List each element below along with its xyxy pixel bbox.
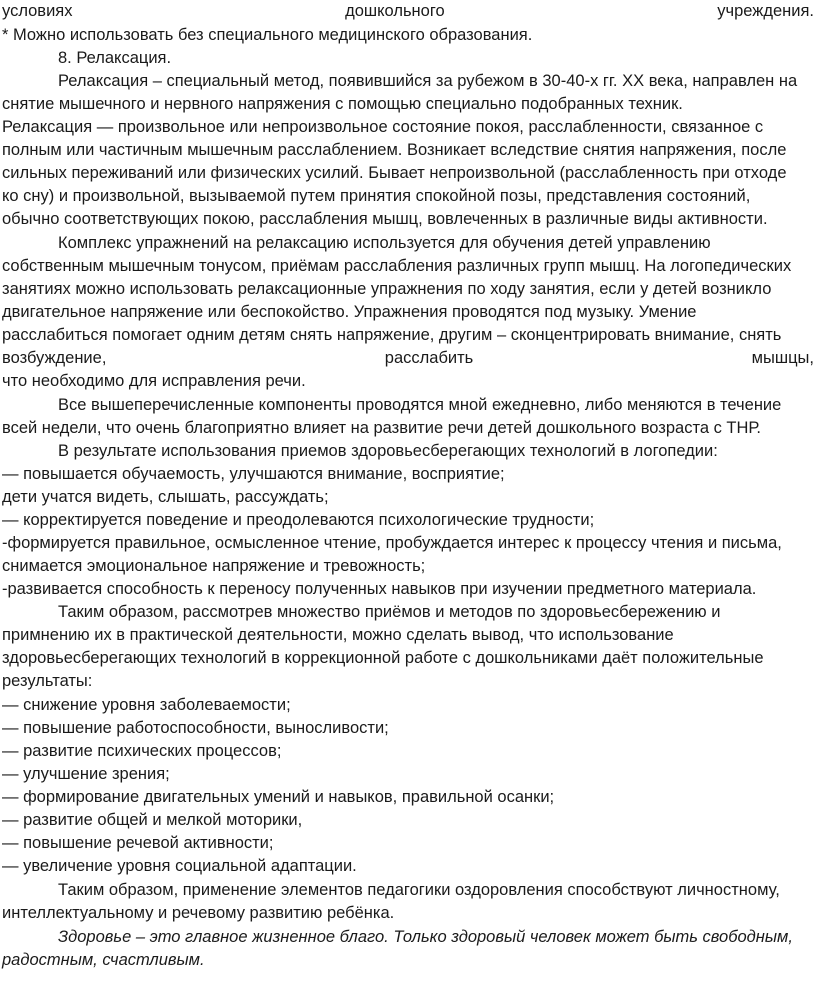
justified-line (2, 0, 814, 23)
text-line: здоровьесберегающих технологий в коррекционной работе с дошкольниками даёт положительные (2, 649, 764, 667)
text-line (2, 902, 816, 925)
highlight-link[interactable]: развитию ребёнка (249, 904, 390, 922)
text-line: результаты: (2, 672, 93, 690)
text-line: обычно соответствующих покою, расслабления мышц, вовлеченных в различные виды активности. (2, 210, 768, 228)
text-line: Таким образом, рассмотрев множество приёмов и методов по здоровьесбережению и (58, 603, 721, 621)
list-item: — увеличение уровня социальной адаптации. (2, 857, 357, 875)
justified-line (2, 347, 814, 370)
list-item: — улучшение зрения; (2, 765, 170, 783)
italic-line: Здоровье – это главное жизненное благо. Только здоровый человек может быть свободным, (58, 928, 793, 946)
text-line: что необходимо для исправления речи. (2, 372, 306, 390)
list-item: дети учатся видеть, слышать, рассуждать; (2, 488, 329, 506)
list-item: — корректируется поведение и преодолеваются психологические трудности; (2, 511, 595, 529)
list-item: — повышение речевой активности; (2, 834, 274, 852)
highlight-link[interactable]: дошкольного возраста (536, 419, 710, 437)
word: дошкольного (345, 2, 445, 20)
list-item: -формируется правильное, осмысленное чтение, пробуждается интерес к процессу чтения и письма, (2, 534, 782, 552)
text-line: Релаксация – специальный метод, появившийся за рубежом в 30-40-х гг. ХХ века, направлен на (58, 72, 798, 90)
text-line: собственным мышечным тонусом, приёмам расслабления различных групп мышц. На логопедических (2, 257, 792, 275)
text-span: с ТНР. (709, 419, 761, 437)
text-line: занятиях можно использовать релаксационные упражнения по ходу занятия, если у детей возникло (2, 280, 772, 298)
list-item: — формирование двигательных умений и навыков, правильной осанки; (2, 788, 555, 806)
text-line: В результате использования приемов здоровьесберегающих технологий в логопедии: (58, 442, 718, 460)
text-span: . (389, 904, 395, 922)
text-line: ко сну) и произвольной, вызываемой путем принятия спокойной позы, представления состояний, (2, 187, 751, 205)
word: учреждения. (717, 2, 814, 20)
text-line: двигательное напряжение или беспокойство. Упражнения проводятся под музыку. Умение (2, 303, 697, 321)
text-line (2, 417, 816, 440)
section-title: 8. Релаксация. (58, 49, 172, 67)
list-item: -развивается способность к переносу полученных навыков при изучении предметного материала. (2, 580, 757, 598)
text-line: полным или частичным мышечным расслаблением. Возникает вследствие снятия напряжения, после (2, 141, 787, 159)
text-line: расслабиться помогает одним детям снять напряжение, другим – сконцентрировать внимание, снять (2, 326, 782, 344)
note-line: * Можно использовать без специального медицинского образования. (2, 26, 533, 44)
italic-line: радостным, счастливым. (2, 951, 205, 969)
list-item: снимается эмоциональное напряжение и тревожность; (2, 557, 426, 575)
text-line: Все вышеперечисленные компоненты проводятся мной ежедневно, либо меняются в течение (58, 396, 782, 414)
list-item: — повышение работоспособности, выносливости; (2, 719, 389, 737)
text-span: всей недели, что очень благоприятно влияет на развитие речи детей (2, 419, 537, 437)
text-line: Релаксация — произвольное или непроизвольное состояние покоя, расслабленности, связанное с (2, 118, 764, 136)
word: возбуждение, (2, 349, 107, 367)
list-item: — развитие общей и мелкой моторики, (2, 811, 303, 829)
text-line: сильных переживаний или физических усилий. Бывает непроизвольной (расслабленность при отходе (2, 164, 787, 182)
list-item: — развитие психических процессов; (2, 742, 282, 760)
text-line: снятие мышечного и нервного напряжения с помощью специально подобранных техник. (2, 95, 683, 113)
text-line: Таким образом, применение элементов педагогики оздоровления способствуют личностному, (58, 881, 780, 899)
word: мышцы, (751, 349, 814, 367)
text-line: Комплекс упражнений на релаксацию используется для обучения детей управлению (58, 234, 711, 252)
text-line: примнению их в практической деятельности, можно сделать вывод, что использование (2, 626, 674, 644)
list-item: — повышается обучаемость, улучшаются внимание, восприятие; (2, 465, 505, 483)
word: расслабить (384, 349, 474, 367)
word: условиях (2, 2, 73, 20)
text-span: интеллектуальному и речевому (2, 904, 250, 922)
list-item: — снижение уровня заболеваемости; (2, 696, 291, 714)
